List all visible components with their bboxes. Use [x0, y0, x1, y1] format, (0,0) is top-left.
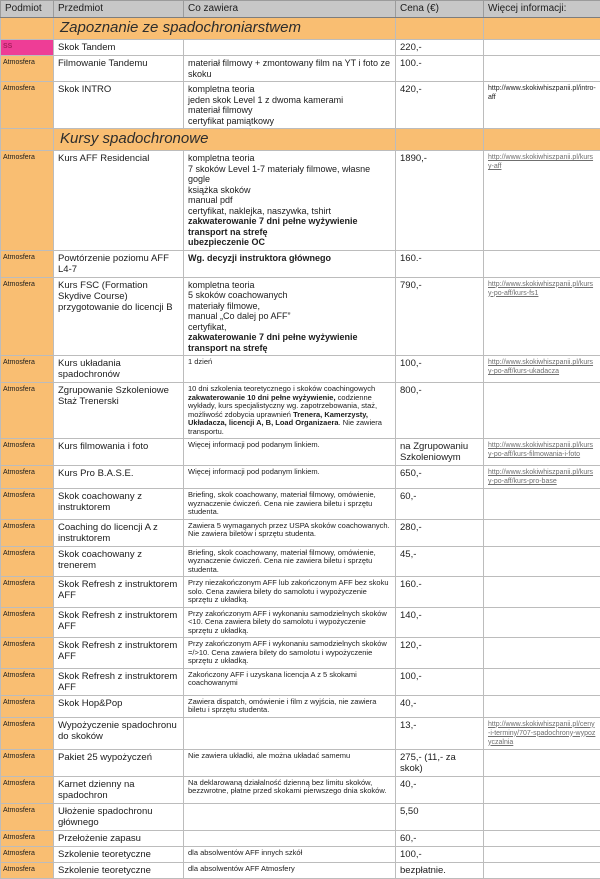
description-text: Więcej informacji pod podanym linkiem.	[188, 440, 320, 449]
description-text: Przy zakończonym AFF i wykonaniu samodzielnych skoków =/>10. Cena zawiera bilety do samolotu i wypożyczenie sprzętu z układką.	[188, 639, 387, 665]
przedmiot-cell: Kurs FSC (Formation Skydive Course) przygotowanie do licencji B	[54, 277, 184, 356]
description-cell	[184, 546, 396, 577]
info-cell	[484, 607, 600, 638]
info-cell	[484, 250, 600, 277]
description-cell	[184, 356, 396, 383]
price-cell: 120,-	[396, 638, 484, 669]
description-bold-text: Trenera, Kamerzysty, Układacza, licencji A, B, Load Organizaera	[188, 410, 368, 428]
price-cell: 40,-	[396, 695, 484, 717]
description-text: certyfikat, naklejka, naszywka, tshirt	[188, 206, 331, 216]
podmiot-cell: Atmosfera	[1, 862, 54, 878]
description-text: materiały filmowe,	[188, 301, 260, 311]
table-row	[1, 250, 600, 277]
info-cell	[484, 356, 600, 383]
description-text: certyfikat pamiątkowy	[188, 116, 274, 126]
table-row	[1, 846, 600, 862]
description-cell	[184, 151, 396, 251]
header-row	[1, 1, 600, 18]
description-cell	[184, 56, 396, 82]
description-cell	[184, 830, 396, 846]
table-row	[1, 519, 600, 546]
column-header-podmiot: Podmiot	[1, 1, 54, 18]
price-cell: 100,-	[396, 356, 484, 383]
podmiot-cell: Atmosfera	[1, 717, 54, 749]
info-cell	[484, 546, 600, 577]
info-link[interactable]: http://www.skokiwhiszpanii.pl/kursy-po-aff/kurs-ukadacza	[488, 359, 593, 375]
info-cell	[484, 638, 600, 669]
price-cell: 45,-	[396, 546, 484, 577]
przedmiot-cell: Zgrupowanie Szkoleniowe Staż Trenerski	[54, 383, 184, 439]
section-cena-cell	[396, 18, 484, 40]
price-cell: 1890,-	[396, 151, 484, 251]
podmiot-cell: SS	[1, 40, 54, 56]
table-row	[1, 607, 600, 638]
info-link[interactable]: http://www.skokiwhiszpanii.pl/ceny-i-terminy/707-spadochrony-wypozyczalnia	[488, 721, 595, 746]
section-row	[1, 18, 600, 40]
podmiot-cell: Atmosfera	[1, 546, 54, 577]
info-link[interactable]: http://www.skokiwhiszpanii.pl/kursy-po-aff/kurs-filmowania-i-foto	[488, 442, 593, 458]
section-title: Zapoznanie ze spadochroniarstwem	[54, 18, 396, 40]
przedmiot-cell: Karnet dzienny na spadochron	[54, 776, 184, 803]
info-cell	[484, 846, 600, 862]
section-info-cell	[484, 129, 600, 151]
description-cell	[184, 668, 396, 695]
podmiot-cell: Atmosfera	[1, 830, 54, 846]
description-bold-text: zakwaterowanie 7 dni pełne wyżywienie	[188, 216, 358, 226]
przedmiot-cell: Kurs AFF Residencial	[54, 151, 184, 251]
przedmiot-cell: Skok Refresh z instruktorem AFF	[54, 607, 184, 638]
przedmiot-cell: Kurs filmowania i foto	[54, 439, 184, 466]
podmiot-cell: Atmosfera	[1, 803, 54, 830]
description-bold-text: transport na strefę	[188, 227, 268, 237]
podmiot-cell: Atmosfera	[1, 466, 54, 489]
przedmiot-cell: Kurs układania spadochronów	[54, 356, 184, 383]
table-row	[1, 717, 600, 749]
description-text: kompletna teoria	[188, 280, 255, 290]
podmiot-cell: Atmosfera	[1, 668, 54, 695]
description-text: Zawiera 5 wymaganych przez USPA skoków coachowanych. Nie zawiera biletów i sprzętu studenta.	[188, 521, 390, 539]
description-text: Zawiera dispatch, omówienie i film z wyjścia, nie zawiera biletu i sprzętu studenta.	[188, 697, 376, 715]
description-text: 10 dni szkolenia teoretycznego i skoków coachingowych	[188, 384, 375, 393]
description-bold-text: zakwaterowanie 10 dni pełne wyżywienie,	[188, 393, 336, 402]
description-cell	[184, 638, 396, 669]
podmiot-cell: Atmosfera	[1, 519, 54, 546]
info-cell	[484, 862, 600, 878]
section-row	[1, 129, 600, 151]
section-podmiot-cell	[1, 129, 54, 151]
table-row	[1, 466, 600, 489]
podmiot-cell: Atmosfera	[1, 82, 54, 129]
table-row	[1, 776, 600, 803]
podmiot-cell: Atmosfera	[1, 776, 54, 803]
podmiot-cell: Atmosfera	[1, 846, 54, 862]
description-text: Przy zakończonym AFF i wykonaniu samodzielnych skoków <10. Cena zawiera bilety do samolotu i wypożyczenie sprzętu z układką.	[188, 609, 387, 635]
description-text: książka skoków	[188, 185, 251, 195]
przedmiot-cell: Skok Refresh z instruktorem AFF	[54, 638, 184, 669]
description-cell	[184, 439, 396, 466]
price-cell: na Zgrupowaniu Szkoleniowym	[396, 439, 484, 466]
przedmiot-cell: Skok Refresh z instruktorem AFF	[54, 668, 184, 695]
price-cell: 60,-	[396, 489, 484, 520]
description-text: kompletna teoria	[188, 84, 255, 94]
podmiot-cell: Atmosfera	[1, 577, 54, 608]
podmiot-cell: Atmosfera	[1, 489, 54, 520]
table-row	[1, 668, 600, 695]
info-cell	[484, 383, 600, 439]
podmiot-cell: Atmosfera	[1, 607, 54, 638]
price-cell: 800,-	[396, 383, 484, 439]
info-link[interactable]: http://www.skokiwhiszpanii.pl/kursy-aff	[488, 154, 593, 170]
description-text: dla absolwentów AFF Atmosfery	[188, 864, 295, 873]
info-cell	[484, 56, 600, 82]
price-cell: 100,-	[396, 846, 484, 862]
przedmiot-cell: Filmowanie Tandemu	[54, 56, 184, 82]
description-text: 1 dzień	[188, 357, 212, 366]
table-row	[1, 546, 600, 577]
table-row	[1, 489, 600, 520]
price-cell: 790,-	[396, 277, 484, 356]
column-header-co-zawiera: Co zawiera	[184, 1, 396, 18]
podmiot-cell: Atmosfera	[1, 250, 54, 277]
price-cell: 5,50	[396, 803, 484, 830]
podmiot-cell: Atmosfera	[1, 439, 54, 466]
info-cell	[484, 489, 600, 520]
description-text: materiał filmowy	[188, 105, 253, 115]
price-cell: 140,-	[396, 607, 484, 638]
table-row	[1, 439, 600, 466]
info-link[interactable]: http://www.skokiwhiszpanii.pl/kursy-po-aff/kurs-pro-base	[488, 469, 593, 485]
description-text: Briefing, skok coachowany, materiał filmowy, omówienie, wyznaczenie ćwiczeń. Cena nie zawiera biletu i sprzętu studenta.	[188, 548, 376, 574]
table-row	[1, 862, 600, 878]
info-cell	[484, 830, 600, 846]
przedmiot-cell: Skok coachowany z trenerem	[54, 546, 184, 577]
info-link[interactable]: http://www.skokiwhiszpanii.pl/kursy-po-aff/kurs-fs1	[488, 281, 593, 297]
description-text: 5 skoków coachowanych	[188, 290, 288, 300]
przedmiot-cell: Kurs Pro B.A.S.E.	[54, 466, 184, 489]
przedmiot-cell: Szkolenie teoretyczne	[54, 862, 184, 878]
column-header-wiecej-informacji: Więcej informacji:	[484, 1, 600, 18]
description-text: 7 skoków Level 1-7 materiały filmowe, własne gogle	[188, 164, 370, 185]
description-cell	[184, 846, 396, 862]
info-cell	[484, 82, 600, 129]
info-cell	[484, 151, 600, 251]
podmiot-cell: Atmosfera	[1, 277, 54, 356]
info-cell	[484, 439, 600, 466]
price-cell: 100,-	[396, 668, 484, 695]
table-row	[1, 356, 600, 383]
section-title: Kursy spadochronowe	[54, 129, 396, 151]
info-cell	[484, 803, 600, 830]
info-cell	[484, 40, 600, 56]
przedmiot-cell: Ułożenie spadochronu głównego	[54, 803, 184, 830]
table-row	[1, 638, 600, 669]
table-row	[1, 803, 600, 830]
description-cell	[184, 250, 396, 277]
info-cell	[484, 277, 600, 356]
description-cell	[184, 277, 396, 356]
przedmiot-cell: Wypożyczenie spadochronu do skoków	[54, 717, 184, 749]
podmiot-cell: Atmosfera	[1, 56, 54, 82]
description-cell	[184, 82, 396, 129]
przedmiot-cell: Coaching do licencji A z instruktorem	[54, 519, 184, 546]
price-cell: bezpłatnie.	[396, 862, 484, 878]
description-bold-text: zakwaterowanie 7 dni pełne wyżywienie	[188, 332, 358, 342]
info-cell	[484, 519, 600, 546]
price-cell: 160.-	[396, 250, 484, 277]
price-cell: 13,-	[396, 717, 484, 749]
description-bold-text: Wg. decyzji instruktora głównego	[188, 253, 331, 263]
przedmiot-cell: Skok INTRO	[54, 82, 184, 129]
info-cell	[484, 695, 600, 717]
przedmiot-cell: Skok coachowany z instruktorem	[54, 489, 184, 520]
description-text: . Nie zawiera transportu.	[188, 418, 382, 436]
price-cell: 280,-	[396, 519, 484, 546]
column-header-przedmiot: Przedmiot	[54, 1, 184, 18]
description-cell	[184, 695, 396, 717]
description-text: manual „Co dalej po AFF”	[188, 311, 291, 321]
description-cell	[184, 607, 396, 638]
info-cell	[484, 749, 600, 776]
section-cena-cell	[396, 129, 484, 151]
podmiot-cell: Atmosfera	[1, 151, 54, 251]
description-bold-text: ubezpieczenie OC	[188, 237, 265, 247]
table-row	[1, 830, 600, 846]
table-row	[1, 577, 600, 608]
description-text: codzienne wykłady, kurs specjalistyczny wg. zapotrzebowania, staż, możliwość zdobycia uprawnień	[188, 393, 377, 419]
description-cell	[184, 862, 396, 878]
price-cell: 275,- (11,- za skok)	[396, 749, 484, 776]
description-cell	[184, 466, 396, 489]
description-text: kompletna teoria	[188, 153, 255, 163]
podmiot-cell: Atmosfera	[1, 638, 54, 669]
przedmiot-cell: Skok Tandem	[54, 40, 184, 56]
table-row	[1, 40, 600, 56]
price-cell: 220,-	[396, 40, 484, 56]
table-body	[1, 18, 600, 879]
column-header-cena: Cena (€)	[396, 1, 484, 18]
table-row	[1, 151, 600, 251]
description-cell	[184, 749, 396, 776]
podmiot-cell: Atmosfera	[1, 749, 54, 776]
przedmiot-cell: Pakiet 25 wypożyczeń	[54, 749, 184, 776]
description-text: materiał filmowy + zmontowany film na YT i foto ze skoku	[188, 58, 390, 79]
description-cell	[184, 717, 396, 749]
price-cell: 40,-	[396, 776, 484, 803]
przedmiot-cell: Szkolenie teoretyczne	[54, 846, 184, 862]
description-cell	[184, 519, 396, 546]
description-cell	[184, 803, 396, 830]
info-cell	[484, 466, 600, 489]
price-cell: 650,-	[396, 466, 484, 489]
table-row	[1, 82, 600, 129]
description-text: Na deklarowaną działalność dzienną bez limitu skoków, bezzwrotne, płatne przed skokami pierwszego dnia skoków.	[188, 778, 386, 796]
section-info-cell	[484, 18, 600, 40]
price-cell: 100.-	[396, 56, 484, 82]
description-text: Nie zawiera układki, ale można układać samemu	[188, 751, 350, 760]
price-cell: 60,-	[396, 830, 484, 846]
description-text: certyfikat,	[188, 322, 227, 332]
description-text: manual pdf	[188, 195, 233, 205]
description-cell	[184, 489, 396, 520]
table-row	[1, 56, 600, 82]
podmiot-cell: Atmosfera	[1, 695, 54, 717]
description-text: Zakończony AFF i uzyskana licencja A z 5 skokami coachowanymi	[188, 670, 357, 688]
przedmiot-cell: Przełożenie zapasu	[54, 830, 184, 846]
info-cell	[484, 577, 600, 608]
przedmiot-cell: Powtórzenie poziomu AFF L4-7	[54, 250, 184, 277]
info-cell	[484, 717, 600, 749]
description-cell	[184, 40, 396, 56]
info-cell	[484, 776, 600, 803]
description-cell	[184, 776, 396, 803]
table-row	[1, 383, 600, 439]
description-cell	[184, 577, 396, 608]
podmiot-cell: Atmosfera	[1, 356, 54, 383]
price-cell: 160.-	[396, 577, 484, 608]
przedmiot-cell: Skok Hop&Pop	[54, 695, 184, 717]
description-cell	[184, 383, 396, 439]
section-podmiot-cell	[1, 18, 54, 40]
table-row	[1, 695, 600, 717]
description-bold-text: transport na strefę	[188, 343, 268, 353]
description-text: Przy niezakończonym AFF lub zakończonym AFF bez skoku solo. Cena zawiera bilety do samolotu i wypożyczenie sprzętu z układką.	[188, 578, 389, 604]
description-text: jeden skok Level 1 z dwoma kamerami	[188, 95, 343, 105]
podmiot-cell: Atmosfera	[1, 383, 54, 439]
info-text: http://www.skokiwhiszpanii.pl/intro-aff	[488, 85, 596, 101]
info-cell	[484, 668, 600, 695]
description-text: Briefing, skok coachowany, materiał filmowy, omówienie, wyznaczenie ćwiczeń. Cena nie zawiera biletu i sprzętu studenta.	[188, 490, 376, 516]
description-text: Więcej informacji pod podanym linkiem.	[188, 467, 320, 476]
przedmiot-cell: Skok Refresh z instruktorem AFF	[54, 577, 184, 608]
price-cell: 420,-	[396, 82, 484, 129]
description-text: dla absolwentów AFF innych szkół	[188, 848, 302, 857]
table-row	[1, 749, 600, 776]
table-row	[1, 277, 600, 356]
